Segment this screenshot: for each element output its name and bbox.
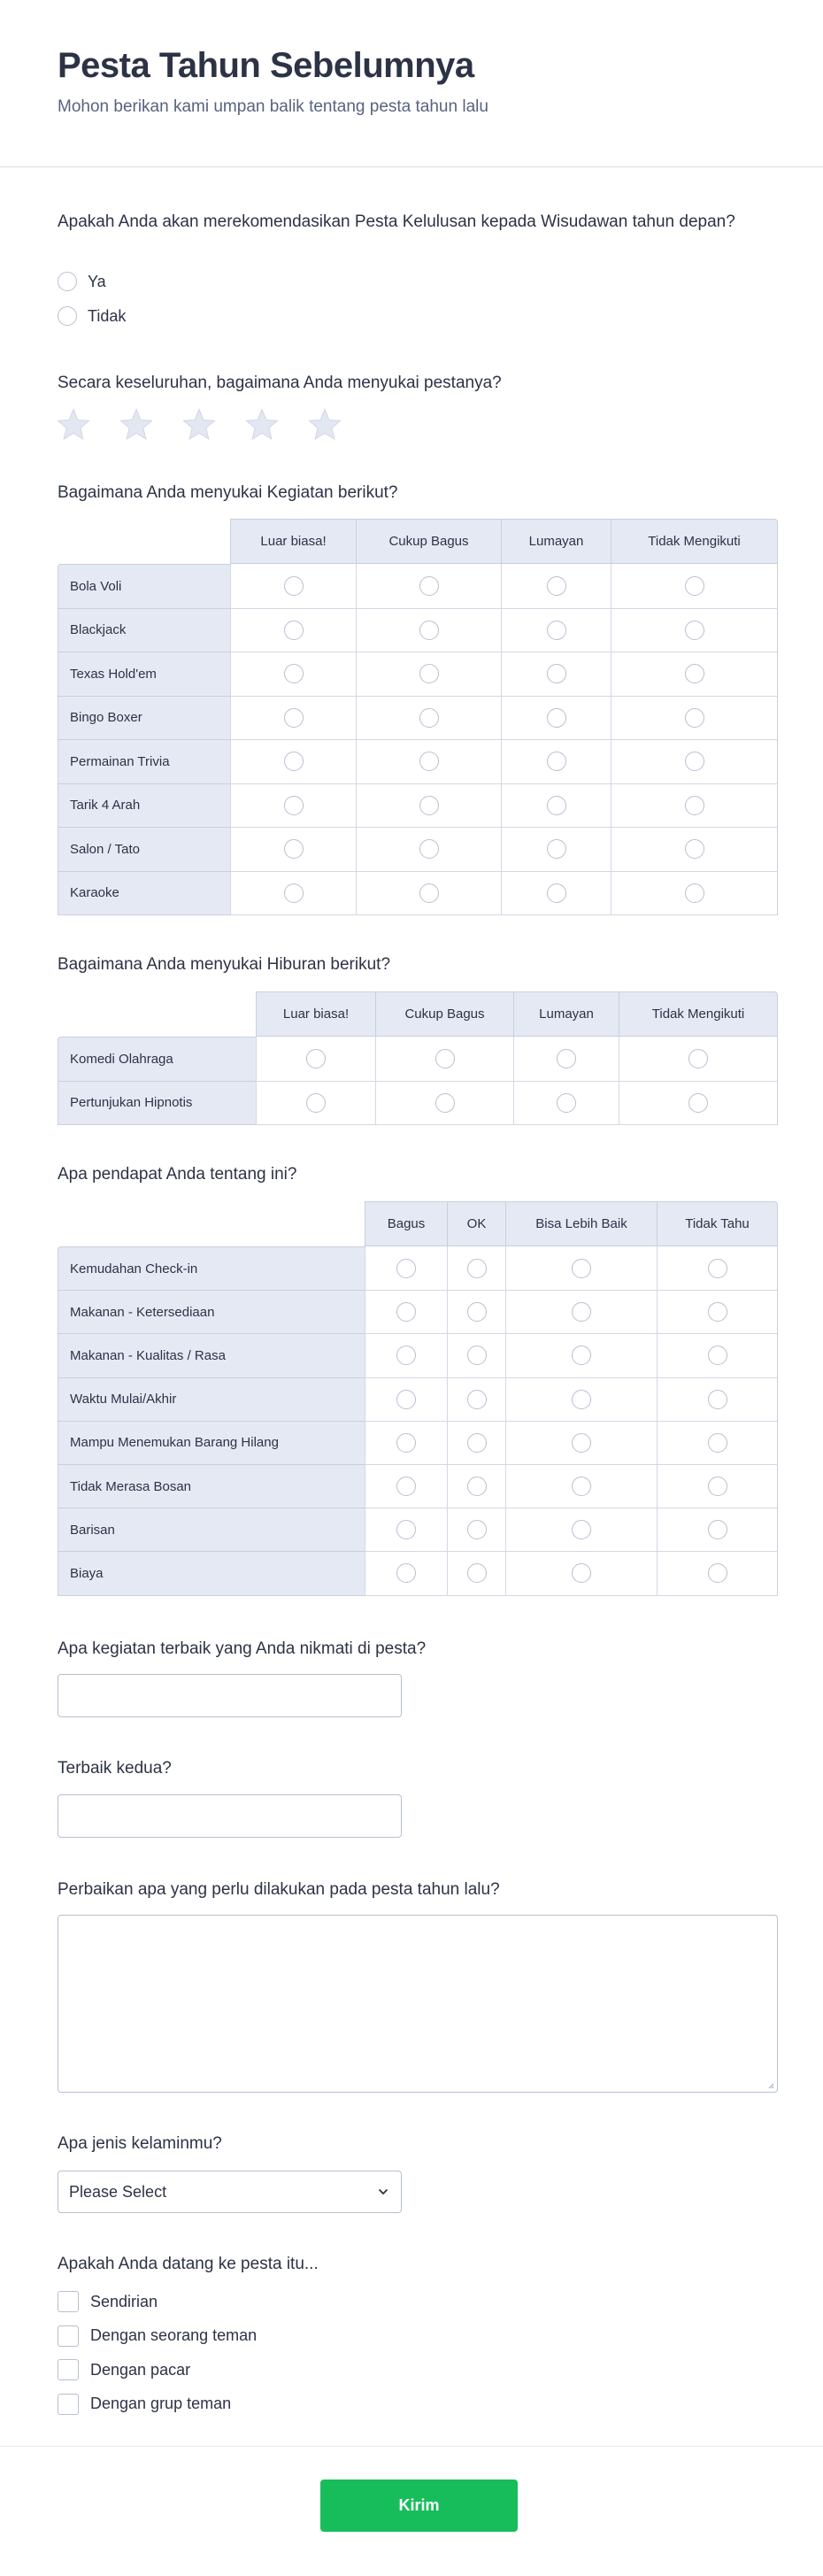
matrix-cell — [657, 1465, 778, 1508]
checkbox-option[interactable] — [58, 2394, 231, 2415]
checkbox[interactable] — [58, 2394, 79, 2415]
matrix-cell — [611, 564, 778, 609]
radio-button[interactable] — [708, 1477, 727, 1496]
chevron-down-icon — [378, 2188, 388, 2195]
radio-button[interactable] — [419, 752, 439, 771]
matrix-row — [58, 1422, 778, 1465]
row-label: Texas Hold'em — [58, 652, 230, 697]
matrix-cell — [365, 1508, 447, 1552]
radio-button[interactable] — [419, 839, 439, 859]
matrix-corner — [58, 519, 230, 564]
option-label: Ya — [88, 272, 106, 290]
matrix-row — [58, 784, 778, 829]
radio-button[interactable] — [435, 1093, 455, 1113]
radio-option-ya[interactable] — [58, 272, 106, 291]
radio-button[interactable] — [572, 1390, 591, 1409]
matrix-row — [58, 1334, 778, 1377]
matrix-cell — [230, 652, 356, 697]
row-label: Tarik 4 Arah — [58, 784, 230, 829]
question-entertainment: Bagaimana Anda menyukai Hiburan berikut? — [58, 955, 391, 974]
radio-button[interactable] — [467, 1302, 487, 1322]
matrix-cell — [365, 1422, 447, 1465]
matrix-row — [58, 609, 778, 653]
checkbox[interactable] — [58, 2291, 79, 2312]
column-header: Tidak Mengikuti — [611, 519, 778, 564]
matrix-cell — [230, 740, 356, 784]
matrix-corner — [58, 1201, 365, 1246]
matrix-cell — [501, 740, 611, 784]
star-icon[interactable] — [56, 407, 91, 443]
radio-button[interactable] — [547, 576, 566, 596]
matrix-cell — [513, 1037, 619, 1082]
question-recommend: Apakah Anda akan merekomendasikan Pesta Kelulusan kepada Wisudawan tahun depan? — [58, 212, 735, 231]
matrix-cell — [657, 1422, 778, 1465]
row-label: Salon / Tato — [58, 828, 230, 872]
option-label: Dengan seorang teman — [90, 2326, 258, 2344]
matrix-cell — [611, 872, 778, 916]
column-header: Bagus — [365, 1201, 447, 1246]
matrix-cell — [356, 697, 501, 741]
radio-button[interactable] — [396, 1302, 416, 1322]
radio-button[interactable] — [467, 1433, 487, 1453]
radio-button[interactable] — [467, 1520, 487, 1539]
radio-button[interactable] — [284, 883, 304, 903]
matrix-cell — [356, 564, 501, 609]
matrix-row — [58, 1508, 778, 1552]
matrix-cell — [611, 652, 778, 697]
select-value: Please Select — [69, 2182, 167, 2201]
matrix-cell — [657, 1378, 778, 1422]
matrix-cell — [501, 784, 611, 829]
radio-button[interactable] — [284, 621, 304, 640]
radio-button[interactable] — [419, 621, 439, 640]
matrix-cell — [356, 652, 501, 697]
checkbox-option[interactable] — [58, 2359, 190, 2380]
matrix-cell — [375, 1082, 513, 1126]
radio-button[interactable] — [572, 1520, 591, 1539]
row-label: Karaoke — [58, 872, 230, 916]
radio-button[interactable] — [572, 1346, 591, 1365]
star-icon[interactable] — [307, 407, 342, 443]
entertainment-matrix — [58, 991, 778, 1125]
header-divider — [0, 166, 823, 167]
radio-button[interactable] — [467, 1346, 487, 1365]
row-label: Makanan - Ketersediaan — [58, 1291, 365, 1334]
radio-button[interactable] — [419, 883, 439, 903]
matrix-cell — [611, 609, 778, 653]
matrix-cell — [501, 872, 611, 916]
matrix-cell — [356, 784, 501, 829]
radio-button[interactable] — [708, 1520, 727, 1539]
matrix-cell — [356, 872, 501, 916]
radio-button[interactable] — [284, 708, 304, 728]
matrix-cell — [657, 1508, 778, 1552]
activities-matrix — [58, 519, 778, 915]
matrix-row — [58, 1082, 778, 1126]
radio-button[interactable] — [284, 752, 304, 771]
radio-button[interactable] — [708, 1259, 727, 1278]
radio-button[interactable] — [572, 1433, 591, 1453]
matrix-cell — [447, 1291, 505, 1334]
checkbox[interactable] — [58, 2359, 79, 2380]
radio-button[interactable] — [396, 1477, 416, 1496]
radio-button[interactable] — [58, 306, 77, 326]
question-second-best: Terbaik kedua? — [58, 1759, 172, 1778]
matrix-row — [58, 697, 778, 741]
matrix-cell — [365, 1552, 447, 1595]
radio-button[interactable] — [396, 1346, 416, 1365]
matrix-cell — [447, 1378, 505, 1422]
radio-button[interactable] — [685, 664, 704, 683]
matrix-row — [58, 564, 778, 609]
matrix-row — [58, 1291, 778, 1334]
radio-button[interactable] — [685, 576, 704, 596]
radio-button[interactable] — [572, 1259, 591, 1278]
radio-button[interactable] — [396, 1433, 416, 1453]
matrix-cell — [619, 1082, 778, 1126]
matrix-row — [58, 1552, 778, 1595]
matrix-cell — [505, 1334, 657, 1377]
column-header: Cukup Bagus — [356, 519, 501, 564]
resize-handle-icon[interactable] — [767, 2082, 774, 2089]
checkbox[interactable] — [58, 2325, 79, 2347]
matrix-cell — [447, 1465, 505, 1508]
gender-select[interactable] — [58, 2171, 402, 2213]
radio-button[interactable] — [284, 664, 304, 683]
matrix-cell — [356, 828, 501, 872]
question-overall-rating: Secara keseluruhan, bagaimana Anda menyukai pestanya? — [58, 374, 502, 392]
row-label: Bola Voli — [58, 564, 230, 609]
radio-button[interactable] — [419, 708, 439, 728]
improvements-textarea[interactable] — [58, 1915, 778, 2093]
column-header: Tidak Mengikuti — [619, 991, 778, 1037]
form-subtitle: Mohon berikan kami umpan balik tentang pesta tahun lalu — [58, 97, 488, 116]
radio-button[interactable] — [396, 1390, 416, 1409]
option-label: Tidak — [88, 306, 127, 325]
option-label: Dengan grup teman — [90, 2395, 232, 2412]
radio-button[interactable] — [708, 1302, 727, 1322]
matrix-cell — [505, 1378, 657, 1422]
matrix-cell — [447, 1508, 505, 1552]
radio-button[interactable] — [467, 1390, 487, 1409]
radio-button[interactable] — [572, 1477, 591, 1496]
radio-button[interactable] — [547, 621, 566, 640]
radio-button[interactable] — [58, 272, 77, 291]
matrix-cell — [365, 1246, 447, 1291]
matrix-row — [58, 1246, 778, 1291]
matrix-cell — [505, 1552, 657, 1595]
matrix-cell — [611, 697, 778, 741]
radio-button[interactable] — [685, 708, 704, 728]
matrix-corner — [58, 991, 256, 1037]
opinion-matrix — [58, 1201, 778, 1596]
star-icon[interactable] — [244, 407, 280, 443]
matrix-cell — [611, 828, 778, 872]
matrix-cell — [513, 1082, 619, 1126]
radio-button[interactable] — [284, 576, 304, 596]
matrix-cell — [356, 740, 501, 784]
row-label: Mampu Menemukan Barang Hilang — [58, 1422, 365, 1465]
column-header: OK — [447, 1201, 505, 1246]
question-activities: Bagaimana Anda menyukai Kegiatan berikut? — [58, 483, 398, 502]
matrix-cell — [230, 784, 356, 829]
matrix-row — [58, 652, 778, 697]
question-improvements: Perbaikan apa yang perlu dilakukan pada pesta tahun lalu? — [58, 1880, 500, 1899]
radio-button[interactable] — [396, 1259, 416, 1278]
row-label: Biaya — [58, 1552, 365, 1595]
radio-button[interactable] — [419, 576, 439, 596]
radio-button[interactable] — [547, 664, 566, 683]
matrix-cell — [501, 652, 611, 697]
matrix-row — [58, 1037, 778, 1082]
radio-button[interactable] — [547, 708, 566, 728]
question-attendance: Apakah Anda datang ke pesta itu... — [58, 2255, 319, 2273]
matrix-cell — [505, 1465, 657, 1508]
matrix-cell — [657, 1291, 778, 1334]
matrix-cell — [365, 1465, 447, 1508]
radio-button[interactable] — [419, 664, 439, 683]
matrix-cell — [501, 828, 611, 872]
option-label: Sendirian — [90, 2292, 158, 2310]
matrix-cell — [501, 609, 611, 653]
row-label: Waktu Mulai/Akhir — [58, 1378, 365, 1422]
row-label: Makanan - Kualitas / Rasa — [58, 1334, 365, 1377]
matrix-row — [58, 1465, 778, 1508]
radio-button[interactable] — [547, 752, 566, 771]
column-header: Tidak Tahu — [657, 1201, 778, 1246]
matrix-cell — [505, 1422, 657, 1465]
radio-button[interactable] — [557, 1093, 576, 1113]
matrix-cell — [657, 1552, 778, 1595]
row-label: Permainan Trivia — [58, 740, 230, 784]
radio-button[interactable] — [708, 1346, 727, 1365]
radio-button[interactable] — [708, 1390, 727, 1409]
radio-button[interactable] — [557, 1049, 576, 1068]
matrix-cell — [447, 1334, 505, 1377]
matrix-cell — [375, 1037, 513, 1082]
checkbox-option[interactable] — [58, 2325, 257, 2347]
radio-button[interactable] — [419, 796, 439, 815]
row-label: Barisan — [58, 1508, 365, 1552]
checkbox-option[interactable] — [58, 2291, 158, 2312]
question-opinion: Apa pendapat Anda tentang ini? — [58, 1165, 297, 1184]
matrix-cell — [447, 1246, 505, 1291]
row-label: Tidak Merasa Bosan — [58, 1465, 365, 1508]
radio-button[interactable] — [467, 1563, 487, 1583]
matrix-cell — [501, 564, 611, 609]
radio-button[interactable] — [396, 1563, 416, 1583]
radio-button[interactable] — [306, 1049, 326, 1068]
radio-button[interactable] — [572, 1563, 591, 1583]
matrix-cell — [230, 609, 356, 653]
matrix-cell — [365, 1334, 447, 1377]
column-header: Lumayan — [513, 991, 619, 1037]
radio-button[interactable] — [547, 839, 566, 859]
question-gender: Apa jenis kelaminmu? — [58, 2134, 222, 2153]
radio-button[interactable] — [284, 796, 304, 815]
row-label: Komedi Olahraga — [58, 1037, 256, 1082]
submit-button[interactable]: Kirim — [320, 2480, 518, 2532]
form-title: Pesta Tahun Sebelumnya — [58, 46, 474, 85]
radio-button[interactable] — [685, 621, 704, 640]
matrix-row — [58, 740, 778, 784]
best-activity-input[interactable] — [58, 1674, 402, 1717]
radio-button[interactable] — [547, 796, 566, 815]
star-icon[interactable] — [181, 407, 217, 443]
radio-button[interactable] — [685, 752, 704, 771]
radio-button[interactable] — [688, 1049, 708, 1068]
matrix-cell — [505, 1291, 657, 1334]
matrix-cell — [256, 1082, 375, 1126]
column-header: Bisa Lebih Baik — [505, 1201, 657, 1246]
matrix-cell — [230, 697, 356, 741]
matrix-cell — [256, 1037, 375, 1082]
radio-button[interactable] — [547, 883, 566, 903]
row-label: Blackjack — [58, 609, 230, 653]
matrix-cell — [505, 1508, 657, 1552]
matrix-cell — [657, 1334, 778, 1377]
matrix-cell — [611, 740, 778, 784]
matrix-cell — [505, 1246, 657, 1291]
matrix-cell — [230, 564, 356, 609]
matrix-cell — [619, 1037, 778, 1082]
radio-button[interactable] — [688, 1093, 708, 1113]
star-icon[interactable] — [119, 407, 154, 443]
radio-button[interactable] — [685, 883, 704, 903]
radio-button[interactable] — [306, 1093, 326, 1113]
radio-button[interactable] — [467, 1259, 487, 1278]
question-best-activity: Apa kegiatan terbaik yang Anda nikmati di pesta? — [58, 1639, 427, 1658]
matrix-cell — [447, 1552, 505, 1595]
radio-button[interactable] — [467, 1477, 487, 1496]
star-rating[interactable] — [56, 407, 342, 443]
column-header: Luar biasa! — [230, 519, 356, 564]
row-label: Bingo Boxer — [58, 697, 230, 741]
matrix-cell — [447, 1422, 505, 1465]
matrix-cell — [611, 784, 778, 829]
row-label: Pertunjukan Hipnotis — [58, 1082, 256, 1126]
radio-button[interactable] — [572, 1302, 591, 1322]
matrix-row — [58, 1378, 778, 1422]
matrix-row — [58, 872, 778, 916]
radio-button[interactable] — [284, 839, 304, 859]
matrix-cell — [365, 1378, 447, 1422]
radio-button[interactable] — [708, 1563, 727, 1583]
matrix-cell — [356, 609, 501, 653]
radio-option-tidak[interactable] — [58, 306, 126, 326]
matrix-row — [58, 828, 778, 872]
radio-button[interactable] — [685, 796, 704, 815]
column-header: Luar biasa! — [256, 991, 375, 1037]
footer-divider — [0, 2446, 823, 2447]
column-header: Cukup Bagus — [375, 991, 513, 1037]
row-label: Kemudahan Check-in — [58, 1246, 365, 1291]
radio-button[interactable] — [396, 1520, 416, 1539]
matrix-cell — [230, 872, 356, 916]
radio-button[interactable] — [708, 1433, 727, 1453]
option-label: Dengan pacar — [90, 2360, 191, 2379]
radio-button[interactable] — [685, 839, 704, 859]
radio-button[interactable] — [435, 1049, 455, 1068]
second-best-input[interactable] — [58, 1794, 402, 1838]
matrix-cell — [501, 697, 611, 741]
matrix-cell — [365, 1291, 447, 1334]
matrix-cell — [230, 828, 356, 872]
column-header: Lumayan — [501, 519, 611, 564]
matrix-cell — [657, 1246, 778, 1291]
